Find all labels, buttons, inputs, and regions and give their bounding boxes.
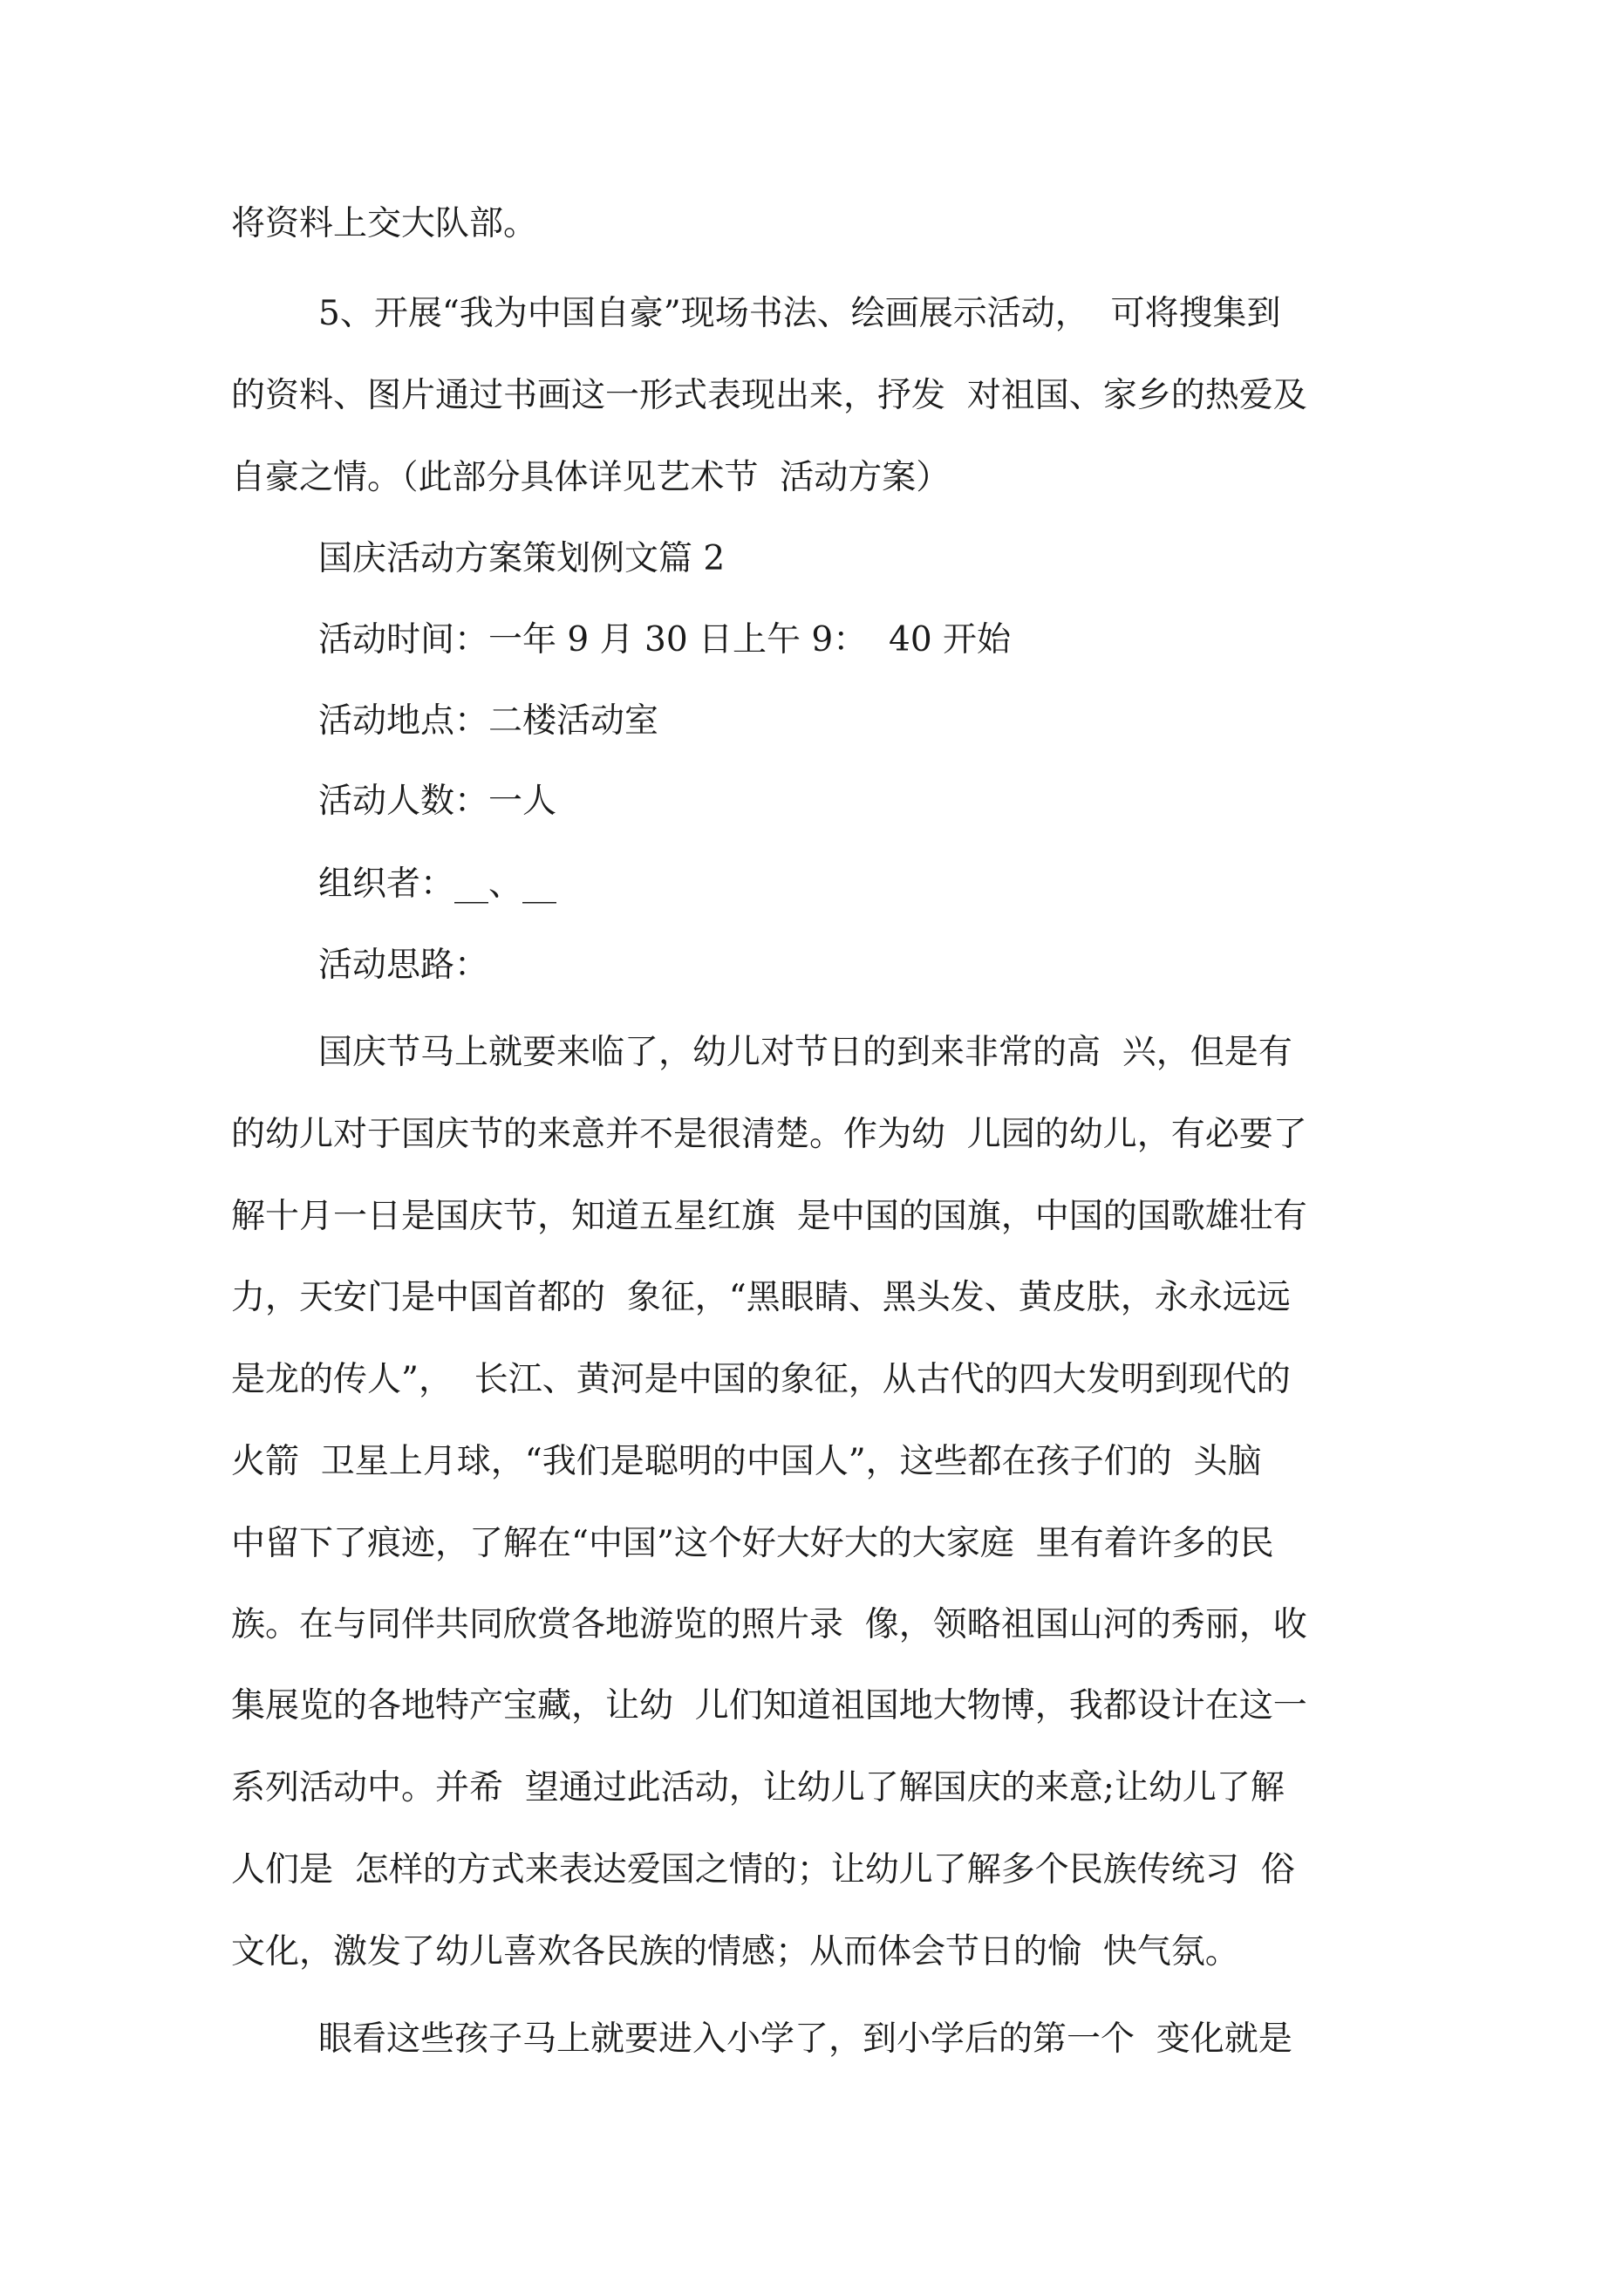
text-line: 解十月一日是国庆节，知道五星红旗 是中国的国旗，中国的国歌雄壮有 xyxy=(231,1197,1307,1236)
text-line: 眼看这些孩子马上就要进入小学了，到小学后的第一个 变化就是 xyxy=(318,2019,1292,2059)
text-line: 国庆节马上就要来临了，幼儿对节日的到来非常的高 兴，但是有 xyxy=(318,1033,1292,1072)
text-line: 是龙的传人”， 长江、黄河是中国的象征，从古代的四大发明到现代的 xyxy=(231,1360,1291,1399)
section-heading: 国庆活动方案策划例文篇 2 xyxy=(318,539,726,578)
text-line: 活动思路： xyxy=(318,946,489,985)
text-line: 组织者：__、__ xyxy=(318,864,557,904)
text-line: 的幼儿对于国庆节的来意并不是很清楚。作为幼 儿园的幼儿，有必要了 xyxy=(231,1115,1307,1154)
text-line: 自豪之情。（此部分具体详见艺术节 活动方案） xyxy=(231,458,951,497)
text-line: 将资料上交大队部。 xyxy=(231,204,538,243)
text-line: 活动人数：一人 xyxy=(318,782,557,821)
text-line: 中留下了痕迹，了解在“中国”这个好大好大的大家庭 里有着许多的民 xyxy=(231,1524,1274,1563)
text-line: 系列活动中。并希 望通过此活动，让幼儿了解国庆的来意;让幼儿了解 xyxy=(231,1768,1285,1807)
text-line: 火箭 卫星上月球，“我们是聪明的中国人”，这些都在孩子们的 头脑 xyxy=(231,1442,1262,1481)
text-line: 力，天安门是中国首都的 象征，“黑眼睛、黑头发、黄皮肤，永永远远 xyxy=(231,1278,1291,1317)
text-line: 活动地点：二楼活动室 xyxy=(318,701,659,741)
text-line: 集展览的各地特产宝藏，让幼 儿们知道祖国地大物博，我都设计在这一 xyxy=(231,1686,1307,1725)
text-line: 文化，激发了幼儿喜欢各民族的情感；从而体会节日的愉 快气氛。 xyxy=(231,1932,1239,1971)
text-line: 族。在与同伴共同欣赏各地游览的照片录 像，领略祖国山河的秀丽，收 xyxy=(231,1605,1307,1644)
text-line: 活动时间：一年 9 月 30 日上午 9： 40 开始 xyxy=(318,620,1012,659)
text-line: 的资料、图片通过书画这一形式表现出来，抒发 对祖国、家乡的热爱及 xyxy=(231,376,1307,415)
text-line: 5、开展“我为中国自豪”现场书法、绘画展示活动， 可将搜集到 xyxy=(318,294,1281,333)
text-line: 人们是 怎样的方式来表达爱国之情的；让幼儿了解多个民族传统习 俗 xyxy=(231,1850,1295,1889)
